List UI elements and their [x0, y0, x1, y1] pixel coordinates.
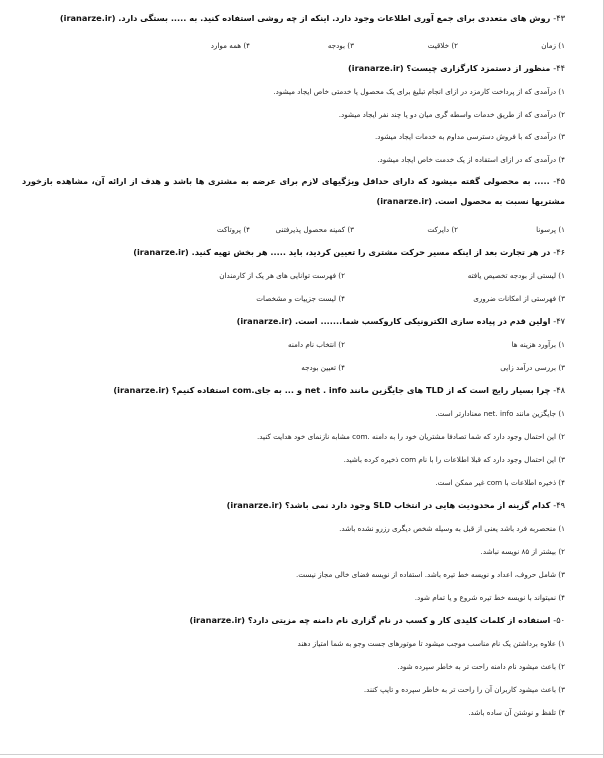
question-45: [22, 171, 565, 211]
option-2: ۲) این احتمال وجود دارد که شما تصادفا مشتریان خود را به دامنه .com مشابه نازنمای خود هدایت کنید.: [256, 432, 565, 441]
question-number: ۴۴-: [553, 63, 565, 73]
question-number: ۴۳-: [553, 13, 565, 23]
option-2: ۲) دایرکت: [427, 225, 458, 234]
option-2: ۲) خلاقیت: [427, 41, 458, 50]
option-4: ۴) درآمدی که در ازای استفاده از یک خدمت خاص ایجاد میشود.: [377, 155, 565, 164]
option-2: ۲) درآمدی که از طریق خدمات واسطه گری میان دو یا چند نفر ایجاد میشود.: [338, 110, 565, 119]
option-3: ۳) شامل حروف، اعداد و نویسه خط تیره باشد. استفاده از نویسه فضای خالی مجاز نیست.: [295, 570, 565, 579]
option-2: ۲) فهرست توانایی های هر یک از کارمندان: [219, 271, 345, 280]
question-text: کدام گزینه از محدودیت هایی در انتخاب SLD وجود دارد نمی باشد؟ (iranarze.ir): [226, 500, 551, 510]
option-4: ۴) لیست جزییات و مشخصات: [256, 294, 345, 303]
option-3: ۳) این احتمال وجود دارد که قبلا اطلاعات را با نام com ذخیره کرده باشید.: [343, 455, 565, 464]
option-3: ۳) درآمدی که با فروش دسترسی مداوم به خدمات ایجاد میشود.: [375, 132, 565, 141]
option-4: ۴) تلفظ و نوشتن آن ساده باشد.: [468, 708, 565, 717]
option-4: ۴) تعیین بودجه: [301, 363, 345, 372]
question-43: [22, 12, 565, 24]
question-number: ۴۹-: [553, 500, 565, 510]
page-bottom-border: [0, 754, 604, 755]
option-1: ۱) درآمدی که از پرداخت کارمزد در ازای انجام تبلیغ برای یک محصول یا خدمتی خاص ایجاد میشود.: [273, 87, 565, 96]
question-48: [22, 384, 565, 396]
question-47: [22, 315, 565, 327]
question-number: ۴۵-: [553, 176, 566, 186]
question-number: ۴۸-: [553, 385, 565, 395]
question-44: [22, 62, 565, 74]
option-1: ۱) جایگزین مانند net. info معنادارتر است.: [435, 409, 565, 418]
option-4: ۴) نمیتواند با نویسه خط تیره شروع و یا تمام شود.: [414, 593, 565, 602]
option-2: ۲) بیشتر از ۸۵ نویسه نباشد.: [480, 547, 565, 556]
question-text: چرا بسیار رایج است که از TLD های جایگزین مانند net . info و ... به جای.com استفاده کنیم؟ (iranarze.ir): [113, 385, 551, 395]
option-3: ۳) بررسی درآمد زایی: [500, 363, 565, 372]
option-4: ۴) همه موارد: [210, 41, 250, 50]
question-49: [22, 499, 565, 511]
option-1: ۱) منحصربه فرد باشد یعنی از قبل به وسیله شخص دیگری رزرو نشده باشد.: [339, 524, 565, 533]
option-4: ۴) ذخیره اطلاعات با com غیر ممکن است.: [435, 478, 565, 487]
option-3: ۳) بودجه: [327, 41, 354, 50]
question-number: ۴۷-: [553, 316, 565, 326]
question-46: [22, 246, 565, 258]
question-text: اولین قدم در پیاده سازی الکترونیکی کاروکسب شما....... است. (iranarze.ir): [236, 316, 551, 326]
question-text: ..... به محصولی گفته میشود که دارای حداقل ویژگیهای لازم برای عرضه به مشتری ها باشد و هدف از ارائه آن، مشاهده بازخورد مشتریها نسبت به محصول است. (iranarze.ir): [22, 176, 565, 206]
question-text: در هر تجارت بعد از اینکه مسیر حرکت مشتری را تعیین کردید، باید ..... هر بخش تهیه کنید. (iranarze.ir): [133, 247, 551, 257]
option-1: ۱) زمان: [541, 41, 565, 50]
option-2: ۲) انتخاب نام دامنه: [287, 340, 345, 349]
question-number: ۴۶-: [553, 247, 565, 257]
option-2: ۲) باعث میشود نام دامنه راحت تر به خاطر سپرده شود.: [397, 662, 565, 671]
question-text: روش های متعددی برای جمع آوری اطلاعات وجود دارد. اینکه از چه روشی استفاده کنید. به ..... بستگی دارد. (iranarze.ir): [59, 13, 551, 23]
question-number: ۵۰-: [553, 615, 565, 625]
option-1: ۱) برآورد هزینه ها: [511, 340, 565, 349]
option-3: ۳) باعث میشود کاربران آن را راحت تر به خاطر سپرده و تایپ کنند.: [363, 685, 565, 694]
question-text: منظور از دستمزد کارگزاری چیست؟ (iranarze.ir): [348, 63, 551, 73]
option-1: ۱) لیستی از بودجه تخصیص یافته: [467, 271, 565, 280]
option-3: ۳) کمینه محصول پذیرفتنی: [275, 225, 354, 234]
question-text: استفاده از کلمات کلیدی کار و کسب در نام گزاری نام دامنه چه مزیتی دارد؟ (iranarze.ir): [189, 615, 551, 625]
question-50: [22, 614, 565, 626]
option-1: ۱) پرسونا: [536, 225, 565, 234]
option-3: ۳) فهرستی از امکانات ضروری: [473, 294, 565, 303]
option-1: ۱) علاوه برداشتن یک نام مناسب موجب میشود تا موتورهای جست وجو به شما امتیاز دهند: [297, 639, 565, 648]
option-4: ۴) پروتاکت: [216, 225, 250, 234]
